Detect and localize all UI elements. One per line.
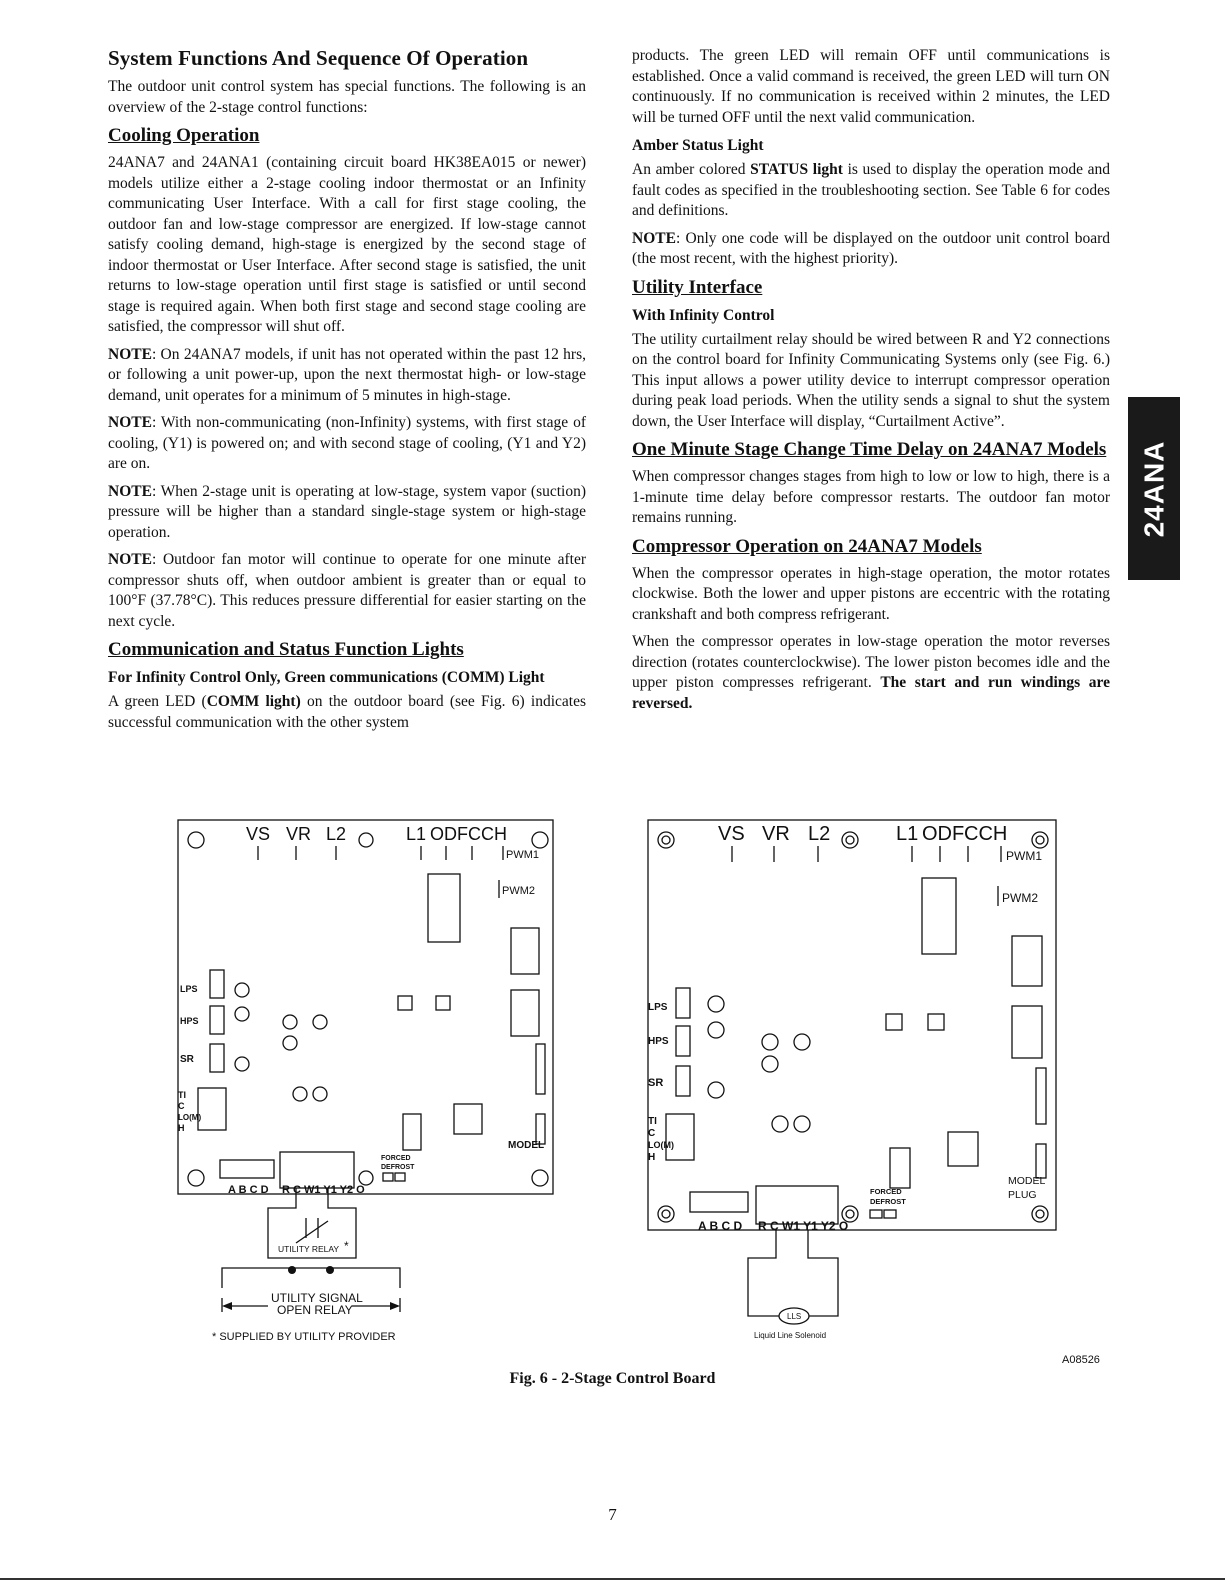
comm-text-a: A green LED ( <box>108 693 207 710</box>
label-l2: L2 <box>808 823 831 845</box>
label-model: MODEL <box>508 1140 545 1151</box>
bottom-rule <box>0 1578 1225 1580</box>
note-label: NOTE <box>108 551 152 568</box>
label-lps: LPS <box>180 984 198 994</box>
left-board-svg <box>176 818 566 1343</box>
label-hps: HPS <box>648 1036 669 1047</box>
relay-contact <box>326 1266 334 1274</box>
page-number: 7 <box>608 1505 617 1524</box>
compressor-paragraph-1: When the compressor operates in high-stage operation, the motor rotates clockwise. Both the lower and upper pistons are eccentric with the rotating crankshaft and both compress refrigerant. <box>632 564 1110 623</box>
label-sr: SR <box>180 1054 194 1065</box>
relay-contact <box>288 1266 296 1274</box>
label-defrost: DEFROST <box>381 1164 415 1171</box>
note-3 <box>108 482 586 544</box>
label-l1: L1 <box>406 824 427 844</box>
intro-paragraph: The outdoor unit control system has special functions. The following is an overview of the 2-stage control functions: <box>108 78 586 116</box>
compressor-text-bold: The start and run windings are reversed. <box>632 674 1110 712</box>
label-forced: FORCED <box>381 1155 411 1162</box>
amber-text-b: is used to display the operation mode and fault codes as specified in the troubleshooting section. See Table 6 for codes and definitions. <box>632 161 1110 219</box>
label-abcd: A B C D <box>698 1219 743 1233</box>
utility-paragraph: The utility curtailment relay should be wired between R and Y2 connections on the control board for Infinity Communicating Systems only (see Fig. 6.) This input allows a power utility device to interrupt compressor operation during peak load periods. When the utility sends a signal to shut the system down, the User Interface will display, “Curtailment Active”. <box>632 330 1110 430</box>
connector <box>511 928 539 974</box>
label-abcd: A B C D <box>228 1184 269 1196</box>
label-hps: HPS <box>180 1016 199 1026</box>
amber-text-a: An amber colored <box>632 161 751 178</box>
cooling-paragraph: 24ANA7 and 24ANA1 (containing circuit board HK38EA015 or newer) models utilize either a 2-stage cooling indoor thermostat or an Infinity communicating User Interface. With a call for first stage cooling, the outdoor fan and low-stage compressor are energized. If low-stage cannot satisfy cooling demand, high-stage is energized by the second stage of indoor thermostat or User Interface. After second stage is satisfied, the unit returns to low-stage operation until first stage is satisfied or until second stage is required again. When both first stage and second stage cooling are satisfied, the compressor will shut off. <box>108 154 586 335</box>
connector <box>1012 1006 1042 1058</box>
side-tab-label: 24ANA <box>1138 440 1169 537</box>
mounting-hole <box>359 833 373 847</box>
comm-text-bold: COMM light) <box>206 693 301 710</box>
comm-heading: Communication and Status Function Lights <box>108 639 464 660</box>
board-outline <box>178 820 553 1194</box>
utility-signal-label: UTILITY SIGNAL <box>271 1291 363 1305</box>
label-ti: TI <box>648 1116 657 1127</box>
label-h: H <box>178 1123 185 1133</box>
figure-caption: Fig. 6 - 2-Stage Control Board <box>509 1370 716 1387</box>
right-column <box>632 46 1110 721</box>
note-5-text: : Only one code will be displayed on the outdoor unit control board (the most recent, with the highest priority). <box>632 229 1110 267</box>
infinity-subheading: With Infinity Control <box>632 306 775 324</box>
solenoid-wiring <box>748 1230 838 1316</box>
label-vs: VS <box>718 823 745 845</box>
note-5 <box>632 229 1110 270</box>
label-loom: LO(M) <box>648 1140 674 1150</box>
label-cch: CCH <box>964 823 1008 845</box>
amber-paragraph <box>632 160 1110 222</box>
label-defrost: DEFROST <box>870 1197 906 1206</box>
chip <box>454 1104 482 1134</box>
mounting-hole <box>359 1171 373 1185</box>
comm-paragraph <box>108 692 586 733</box>
supplied-by-note: * SUPPLIED BY UTILITY PROVIDER <box>212 1331 396 1343</box>
note-2 <box>108 413 586 475</box>
label-model: MODEL <box>1008 1175 1046 1187</box>
note-label: NOTE <box>108 414 152 431</box>
arrow-right <box>390 1302 400 1310</box>
label-c: C <box>178 1101 185 1111</box>
label-loom: LO(M) <box>178 1113 202 1122</box>
side-tab <box>1128 397 1180 580</box>
liquid-line-solenoid-label: Liquid Line Solenoid <box>754 1331 827 1340</box>
note-1 <box>108 345 586 407</box>
mounting-hole <box>532 1170 548 1186</box>
comm-text-b: on the outdoor board (see Fig. 6) indicates successful communication with the other system <box>108 693 586 731</box>
note-3-text: : When 2-stage unit is operating at low-stage, system vapor (suction) pressure will be higher than a standard single-stage system or high-stage operation. <box>108 482 586 541</box>
connector <box>1012 936 1042 986</box>
delay-heading: One Minute Stage Change Time Delay on 24ANA7 Models <box>632 439 1107 460</box>
label-cch: CCH <box>468 824 507 844</box>
label-ti: TI <box>178 1090 186 1100</box>
terminal-block-rcwy <box>280 1152 354 1188</box>
compressor-text-a: When the compressor operates in low-stage operation the motor reverses direction (rotates counterclockwise). The lower piston becomes idle and the upper piston compresses refrigerant. <box>632 633 1110 691</box>
label-pwm2: PWM2 <box>1002 891 1038 905</box>
lls-label: LLS <box>787 1312 802 1321</box>
left-control-board-figure <box>176 818 566 1348</box>
label-h: H <box>648 1152 656 1163</box>
arrow-left <box>222 1302 232 1310</box>
label-pwm1: PWM1 <box>506 849 539 861</box>
compressor-paragraph-2 <box>632 632 1110 714</box>
terminal-block-abcd <box>690 1192 748 1212</box>
label-lps: LPS <box>648 1002 668 1013</box>
label-c: C <box>648 1128 656 1139</box>
label-l2: L2 <box>326 824 347 844</box>
label-odf: ODF <box>430 824 468 844</box>
comm-subheading: For Infinity Control Only, Green communications (COMM) Light <box>108 669 545 686</box>
mounting-hole <box>188 832 204 848</box>
label-sr: SR <box>648 1077 664 1089</box>
right-control-board-figure <box>646 818 1066 1348</box>
note-label: NOTE <box>632 229 676 247</box>
label-vr: VR <box>762 823 790 845</box>
label-pwm2: PWM2 <box>502 885 535 897</box>
right-board-svg <box>646 818 1066 1343</box>
terminal-block-abcd <box>220 1160 274 1178</box>
amber-text-bold: STATUS light <box>750 161 843 178</box>
chip <box>948 1132 978 1166</box>
relay-block <box>922 878 956 954</box>
note-label: NOTE <box>108 345 152 363</box>
comm-continued: products. The green LED will remain OFF until communications is established. Once a valid command is received, the green LED will turn ON continuously. If no communication is received within 2 minutes, the LED will be turned OFF until the next valid communication. <box>632 47 1110 126</box>
cooling-heading: Cooling Operation <box>108 125 260 146</box>
note-4-text: : Outdoor fan motor will continue to operate for one minute after compressor shuts off, when outdoor ambient is greater than or equal to 100°F (37.78°C). This reduces pressure differential for easier starting on the next cycle. <box>108 551 586 630</box>
figure-code: A08526 <box>1062 1354 1100 1366</box>
mounting-hole <box>532 832 548 848</box>
utility-relay-asterisk: * <box>344 1239 349 1253</box>
open-relay-label: OPEN RELAY <box>277 1303 353 1317</box>
left-column <box>108 46 586 740</box>
label-rcwy: R C W1 Y1 Y2 O <box>758 1219 849 1233</box>
label-vs: VS <box>246 824 271 844</box>
relay-block <box>428 874 460 942</box>
label-forced: FORCED <box>870 1187 902 1196</box>
note-2-text: : With non-communicating (non-Infinity) systems, with first stage of cooling, (Y1) is powered on; and with second stage of cooling, (Y1 and Y2) are on. <box>108 414 586 472</box>
mounting-hole <box>188 1170 204 1186</box>
compressor-heading: Compressor Operation on 24ANA7 Models <box>632 535 982 557</box>
utility-heading: Utility Interface <box>632 276 763 298</box>
note-1-text: : On 24ANA7 models, if unit has not operated within the past 12 hrs, or following a unit power-up, upon the next thermostat high- or low-stage demand, unit operates for a minimum of 5 minutes in high-stage. <box>108 345 586 404</box>
label-rcwy: R C W1 Y1 Y2 O <box>282 1184 365 1196</box>
label-l1: L1 <box>896 823 919 845</box>
connector <box>511 990 539 1036</box>
delay-paragraph: When compressor changes stages from high to low or low to high, there is a 1-minute time delay before compressor restarts. The outdoor fan motor remains running. <box>632 468 1110 526</box>
section-title: System Functions And Sequence Of Operation <box>108 46 529 70</box>
label-plug: PLUG <box>1008 1189 1037 1201</box>
note-label: NOTE <box>108 482 152 500</box>
note-4 <box>108 550 586 632</box>
utility-relay-label: UTILITY RELAY <box>278 1244 340 1254</box>
amber-heading: Amber Status Light <box>632 137 764 154</box>
label-vr: VR <box>286 824 312 844</box>
label-pwm1: PWM1 <box>1006 849 1042 863</box>
label-odf: ODF <box>922 823 965 845</box>
